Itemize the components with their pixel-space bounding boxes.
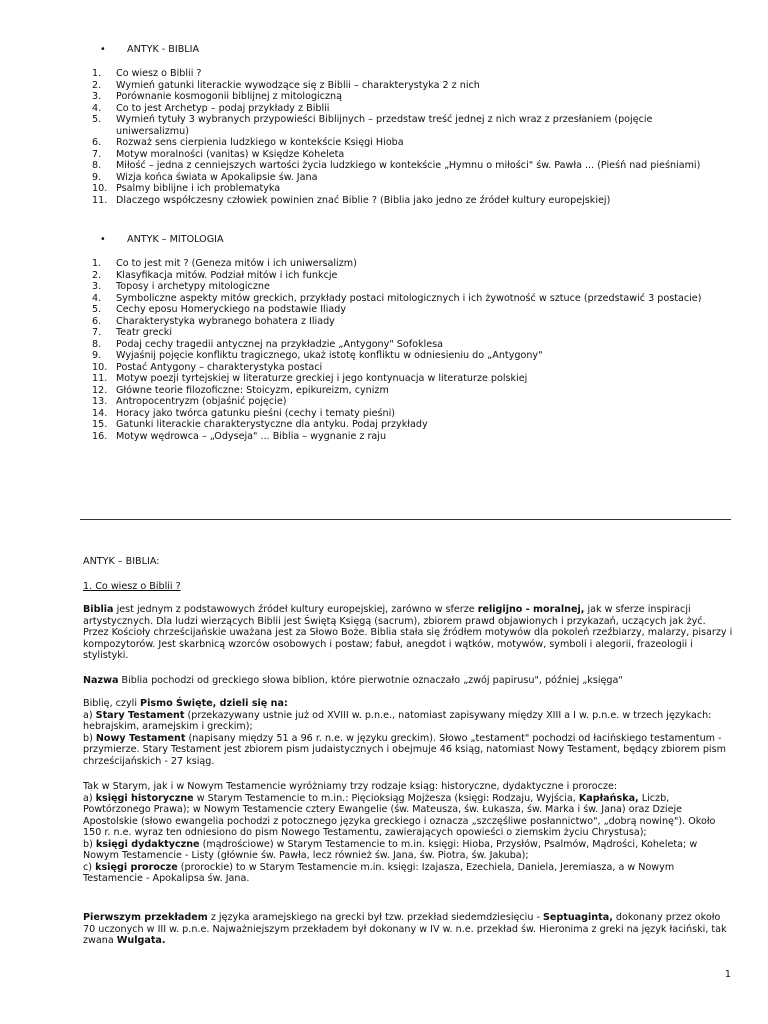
list-item [80,316,720,328]
list-item-number: 3. [92,281,102,292]
list-item-text: Wizja końca świata w Apokalipsie św. Jana [116,171,318,183]
list-item-text: Motyw poezji tyrtejskiej w literaturze greckiej i jego kontynuacja w literaturze polskiej [116,373,528,384]
list-item-number: 2. [92,79,102,91]
list-item-number: 11. [92,373,108,384]
list-item-text: Postać Antygony – charakterystyka postaci [116,361,323,373]
list-item [80,431,720,443]
list-item [80,281,720,293]
list-item-number: 8. [92,160,102,171]
paragraph-podzial [83,698,733,767]
list-item-number: 6. [92,137,102,148]
list-item-number: 8. [92,338,102,350]
list-item-number: 16. [92,430,108,442]
list-item-number: 4. [92,292,102,304]
list-item [80,80,720,92]
list-item-text: Motyw wędrowca – „Odyseja" ... Biblia – wygnanie z raju [116,430,387,442]
list-item-text: Horacy jako twórca gatunku pieśni (cechy i tematy pieśni) [116,407,395,419]
list-item-text: Gatunki literackie charakterystyczne dla antyku. Podaj przykłady [116,419,428,430]
list-item-number: 1. [92,68,102,79]
text: b) [83,838,96,850]
bold-text: Nazwa [83,675,119,686]
text: (mądrościowe) w Starym Testamencie to m.in. księgi: Hioba, Przysłów, Psalmów, Mądrości, Koheleta; w Nowym Testamencie - Listy (głównie św. Pawła, lecz również św. Jana, św. Piotra, św. Jakuba); [83,838,698,861]
list-item [80,327,720,339]
list-item-number: 9. [92,350,102,361]
list-item [80,195,720,207]
list-item [80,114,720,137]
list-item-number: 12. [92,384,108,396]
bullet-icon: • [100,234,106,245]
body-title: ANTYK – BIBLIA: [83,556,160,567]
bold-text: Septuaginta, [542,912,613,923]
text: Tak w Starym, jak i w Nowym Testamencie wyróżniamy trzy rodzaje ksiąg: historyczne, dydaktyczne i prorocze: [83,781,618,792]
text: w Starym Testamencie to m.in.: Pięcioksiąg Mojżesza (księgi: Rodzaju, Wyjścia, [193,792,579,804]
body-subtitle: 1. Co wiesz o Biblii ? [83,581,181,592]
bold-text: Pismo Święte, dzieli się na: [140,698,288,709]
bold-text: Nowy Testament [95,732,186,744]
list-item-text: Cechy eposu Homeryckiego na podstawie Iliady [116,304,347,315]
text: Biblię, czyli [83,698,141,709]
list-item-number: 1. [92,258,102,269]
question-list-mitologia [80,258,720,442]
list-item-number: 2. [92,269,102,281]
list-item-text: Antropocentryzm (objaśnić pojęcie) [116,396,287,407]
list-item-text: Toposy i archetypy mitologiczne [116,281,270,292]
list-item-number: 7. [92,327,102,338]
list-item-text: Motyw moralności (vanitas) w Księdze Koheleta [116,148,345,160]
list-item-number: 6. [92,315,102,327]
list-item-text: Wyjaśnij pojęcie konfliktu tragicznego, ukaż istotę konfliktu w odniesieniu do „Antygony" [116,350,543,361]
list-item-text: Rozważ sens cierpienia ludzkiego w kontekście Księgi Hioba [116,137,404,148]
list-item-text: Porównanie kosmogonii biblijnej z mitologiczną [116,91,342,102]
list-item-text: Symboliczne aspekty mitów greckich, przykłady postaci mitologicznych i ich żywotność w sztuce (przedstawić 3 postacie) [116,292,702,304]
list-item [80,91,720,103]
list-item-text: Główne teorie filozoficzne: Stoicyzm, epikureizm, cynizm [116,384,389,396]
list-item-number: 15. [92,419,108,430]
list-item-number: 14. [92,407,108,419]
text: dokonany przez około 70 uczonych w III w. p.n.e. Najważniejszym przekładem był dokonany w IV w. n.e. przekład św. Hieronima z greki na język łaciński, tak zwana [83,912,727,946]
text: jest jednym z podstawowych źródeł kultury europejskiej, zarówno w sferze [113,604,478,615]
list-item-number: 4. [92,102,102,114]
list-item-number: 7. [92,148,102,160]
list-item [80,68,720,80]
list-item [80,172,720,184]
list-item-number: 3. [92,91,102,102]
list-item [80,408,720,420]
list-item [80,137,720,149]
list-item [80,304,720,316]
list-item [80,149,720,161]
text: b) [83,732,96,744]
bold-text: księgi historyczne [95,792,194,804]
list-item [80,339,720,351]
bold-text: Biblia [83,604,114,615]
bold-text: Stary Testament [95,709,185,721]
list-item-text: Podaj cechy tragedii antycznej na przykładzie „Antygony" Sofoklesa [116,338,443,350]
list-item-number: 5. [92,304,102,315]
list-item-text: Co to jest Archetyp – podaj przykłady z Biblii [116,102,330,114]
list-item [80,270,720,282]
list-item-number: 9. [92,171,102,183]
bold-text: księgi prorocze [95,861,178,873]
text: (napisany między 51 a 96 r. n.e. w języku greckim). Słowo „testament" pochodzi od łacińskiego testamentum - przymierze. Stary Testament jest zbiorem pism judaistycznych i obejmuje 46 ksiąg, natomiast Nowy Testament, będący zbiorem pism chrześcijańskich - 27 ksiąg. [83,732,726,767]
paragraph-nazwa [83,675,733,687]
list-item-text: Wymień tytuły 3 wybranych przypowieści Biblijnych – przedstaw treść jednej z nich wraz z przesłaniem (pojęcie uniwersalizmu) [116,114,653,137]
list-item-text: Charakterystyka wybranego bohatera z Iliady [116,315,335,327]
list-item-text: Dlaczego współczesny człowiek powinien znać Biblie ? (Biblia jako jedno ze źródeł kultury europejskiej) [116,194,611,206]
list-item-text: Wymień gatunki literackie wywodzące się z Biblii – charakterystyka 2 z nich [116,79,480,91]
section-heading-text: ANTYK – MITOLOGIA [127,234,224,245]
bold-text: księgi dydaktyczne [95,838,200,850]
text: a) [83,709,96,721]
list-item [80,362,720,374]
list-item-number: 11. [92,194,108,206]
list-item [80,103,720,115]
list-item-number: 10. [92,183,108,194]
text: Liczb, Powtórzonego Prawa); w Nowym Testamencie cztery Ewangelie (św. Mateusza, św. Łukasza, św. Marka i św. Jana) oraz Dzieje Apostolskie (słowo ewangelia pochodzi z potocznego języka greckiego i oznacza „szczęśliwe posłannictwo", „dobrą nowinę"). Około 150 r. n.e. wyraz ten odniesiono do pism Nowego Testamentu, zawierających opowieści o ziemskim życiu Chrystusa); [83,792,716,838]
list-item [80,258,720,270]
list-item [80,160,720,172]
list-item-text: Co wiesz o Biblii ? [116,68,202,79]
section-heading-text: ANTYK - BIBLIA [127,44,200,55]
list-item [80,293,720,305]
bold-text: Pierwszym przekładem [83,912,208,923]
paragraph-rodzaje [83,781,733,885]
list-item [80,373,720,385]
list-item-number: 10. [92,361,108,373]
text: (prorockie) to w Starym Testamencie m.in. księgi: Izajasza, Ezechiela, Daniela, Jeremiasza, a w Nowym Testamencie - Apokalipsa św. Jana. [83,861,675,884]
bold-text: Wulgata. [116,935,166,946]
list-item-text: Teatr grecki [116,327,172,338]
list-item-number: 13. [92,396,108,407]
list-item [80,419,720,431]
text: a) [83,792,96,804]
list-item-text: Miłość – jedna z cenniejszych wartości życia ludzkiego w kontekście „Hymnu o miłości" św. Pawła ... (Pieśń nad pieśniami) [116,160,701,171]
list-item [80,350,720,362]
bold-text: religijno - moralnej, [477,604,585,615]
text: c) [83,861,96,873]
text: Biblia pochodzi od greckiego słowa biblion, które pierwotnie oznaczało „zwój papirusu", później „księga" [118,675,623,686]
text: (przekazywany ustnie już od XVIII w. p.n.e., natomiast zapisywany między XIII a I w. p.n.e. w trzech językach: hebrajskim, aramejskim i greckim); [83,709,712,732]
list-item-text: Psalmy biblijne i ich problematyka [116,183,281,194]
page-number: 1 [724,969,731,980]
list-item [80,385,720,397]
paragraph-biblia [83,604,733,662]
text: jak w sferze inspiracji artystycznych. Dla ludzi wierzących Biblii jest Świętą Księgą (sacrum), zbiorem prawd objawionych i przykazań, uczących jak żyć. Przez Kościoły chrześcijańskie uważana jest za Słowo Boże. Biblia stała się źródłem motywów dla pokoleń rzeźbiarzy, malarzy, pisarzy i kompozytorów. Jest skarbnicą wzorców osobowych i postaw; fabuł, anegdot i wątków, motywów, symboli i alegorii, frazeologii i stylistyki. [83,604,733,661]
horizontal-divider [80,519,731,520]
bullet-icon: • [100,44,106,55]
list-item-number: 5. [92,114,102,125]
list-item-text: Co to jest mit ? (Geneza mitów i ich uniwersalizm) [116,258,357,269]
question-list-biblia [80,68,720,206]
paragraph-przeklady [83,912,733,947]
list-item [80,396,720,408]
section-heading-mitologia [100,234,224,246]
text: z języka aramejskiego na grecki był tzw. przekład siedemdziesięciu - [207,912,543,923]
list-item-text: Klasyfikacja mitów. Podział mitów i ich funkcje [116,269,338,281]
section-heading-biblia [100,44,199,56]
list-item [80,183,720,195]
bold-text: Kapłańska, [578,792,639,804]
